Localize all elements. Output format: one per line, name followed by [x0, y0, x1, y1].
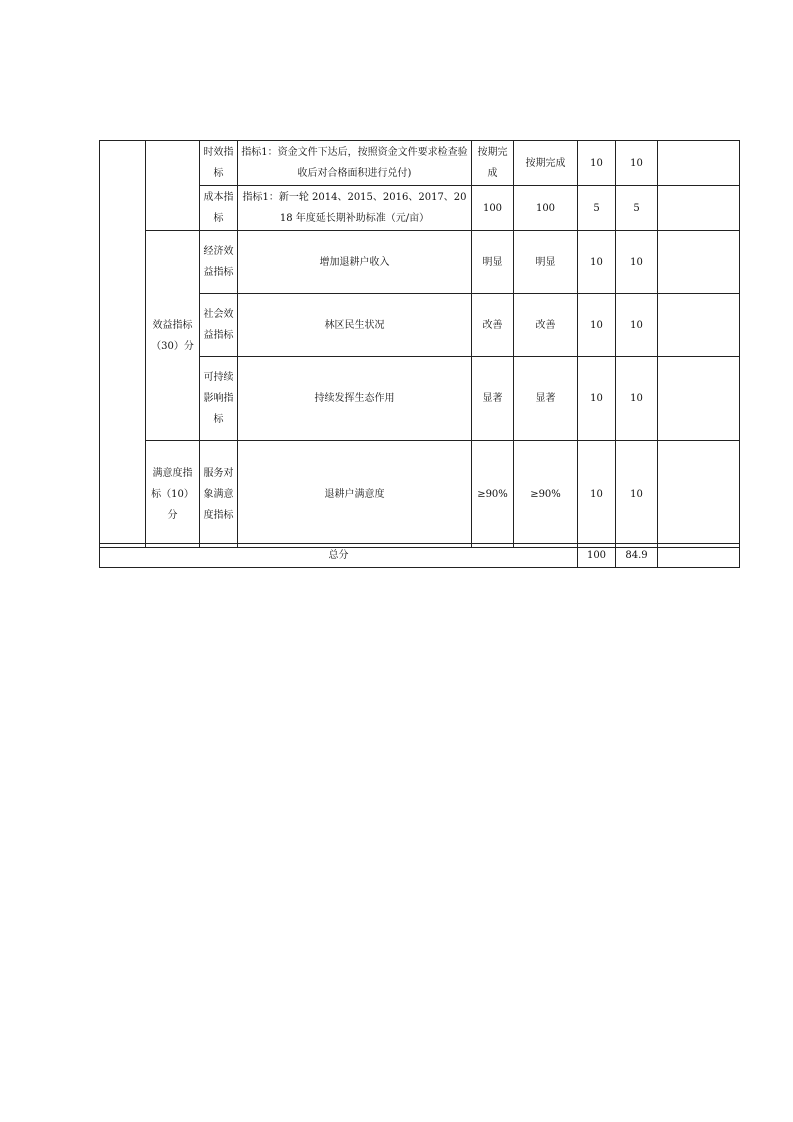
target-value: 明显	[472, 231, 514, 294]
remark-cell	[658, 357, 740, 441]
indicator-category: 社会效益指标	[200, 294, 238, 357]
remark-cell	[658, 186, 740, 231]
actual-value: ≥90%	[514, 441, 578, 548]
benefit-group-label: 效益指标（30）分	[146, 231, 200, 441]
weight-value: 10	[578, 141, 616, 186]
indicator-text: 增加退耕户收入	[238, 231, 472, 294]
indicator-category: 时效指标	[200, 141, 238, 186]
target-value: 100	[472, 186, 514, 231]
total-remark	[658, 544, 740, 568]
target-value: ≥90%	[472, 441, 514, 548]
actual-value: 改善	[514, 294, 578, 357]
outer-category-cell	[100, 141, 146, 548]
total-score: 84.9	[616, 544, 658, 568]
weight-value: 10	[578, 357, 616, 441]
weight-value: 10	[578, 231, 616, 294]
total-label: 总分	[100, 544, 578, 568]
score-value: 10	[616, 357, 658, 441]
actual-value: 显著	[514, 357, 578, 441]
indicator-category: 服务对象满意度指标	[200, 441, 238, 548]
remark-cell	[658, 141, 740, 186]
remark-cell	[658, 294, 740, 357]
total-row	[100, 544, 740, 568]
indicator-text: 林区民生状况	[238, 294, 472, 357]
actual-value: 100	[514, 186, 578, 231]
table-row	[100, 231, 740, 294]
satisfaction-group-label: 满意度指标（10）分	[146, 441, 200, 548]
remark-cell	[658, 441, 740, 548]
total-weight: 100	[578, 544, 616, 568]
output-group-cell	[146, 141, 200, 231]
indicator-category: 经济效益指标	[200, 231, 238, 294]
total-table	[99, 543, 740, 568]
target-value: 改善	[472, 294, 514, 357]
weight-value: 10	[578, 294, 616, 357]
indicator-text: 指标1：资金文件下达后，按照资金文件要求检查验收后对合格面积进行兑付)	[238, 141, 472, 186]
indicator-text: 持续发挥生态作用	[238, 357, 472, 441]
weight-value: 10	[578, 441, 616, 548]
indicator-text: 退耕户满意度	[238, 441, 472, 548]
score-value: 10	[616, 294, 658, 357]
remark-cell	[658, 231, 740, 294]
score-value: 10	[616, 141, 658, 186]
indicator-category: 可持续影响指标	[200, 357, 238, 441]
actual-value: 按期完成	[514, 141, 578, 186]
score-value: 10	[616, 231, 658, 294]
actual-value: 明显	[514, 231, 578, 294]
table-row	[100, 141, 740, 186]
table-row	[100, 441, 740, 548]
performance-table	[99, 140, 740, 548]
weight-value: 5	[578, 186, 616, 231]
score-value: 10	[616, 441, 658, 548]
indicator-category: 成本指标	[200, 186, 238, 231]
target-value: 显著	[472, 357, 514, 441]
target-value: 按期完成	[472, 141, 514, 186]
score-value: 5	[616, 186, 658, 231]
indicator-text: 指标1：新一轮 2014、2015、2016、2017、2018 年度延长期补助标准（元/亩）	[238, 186, 472, 231]
